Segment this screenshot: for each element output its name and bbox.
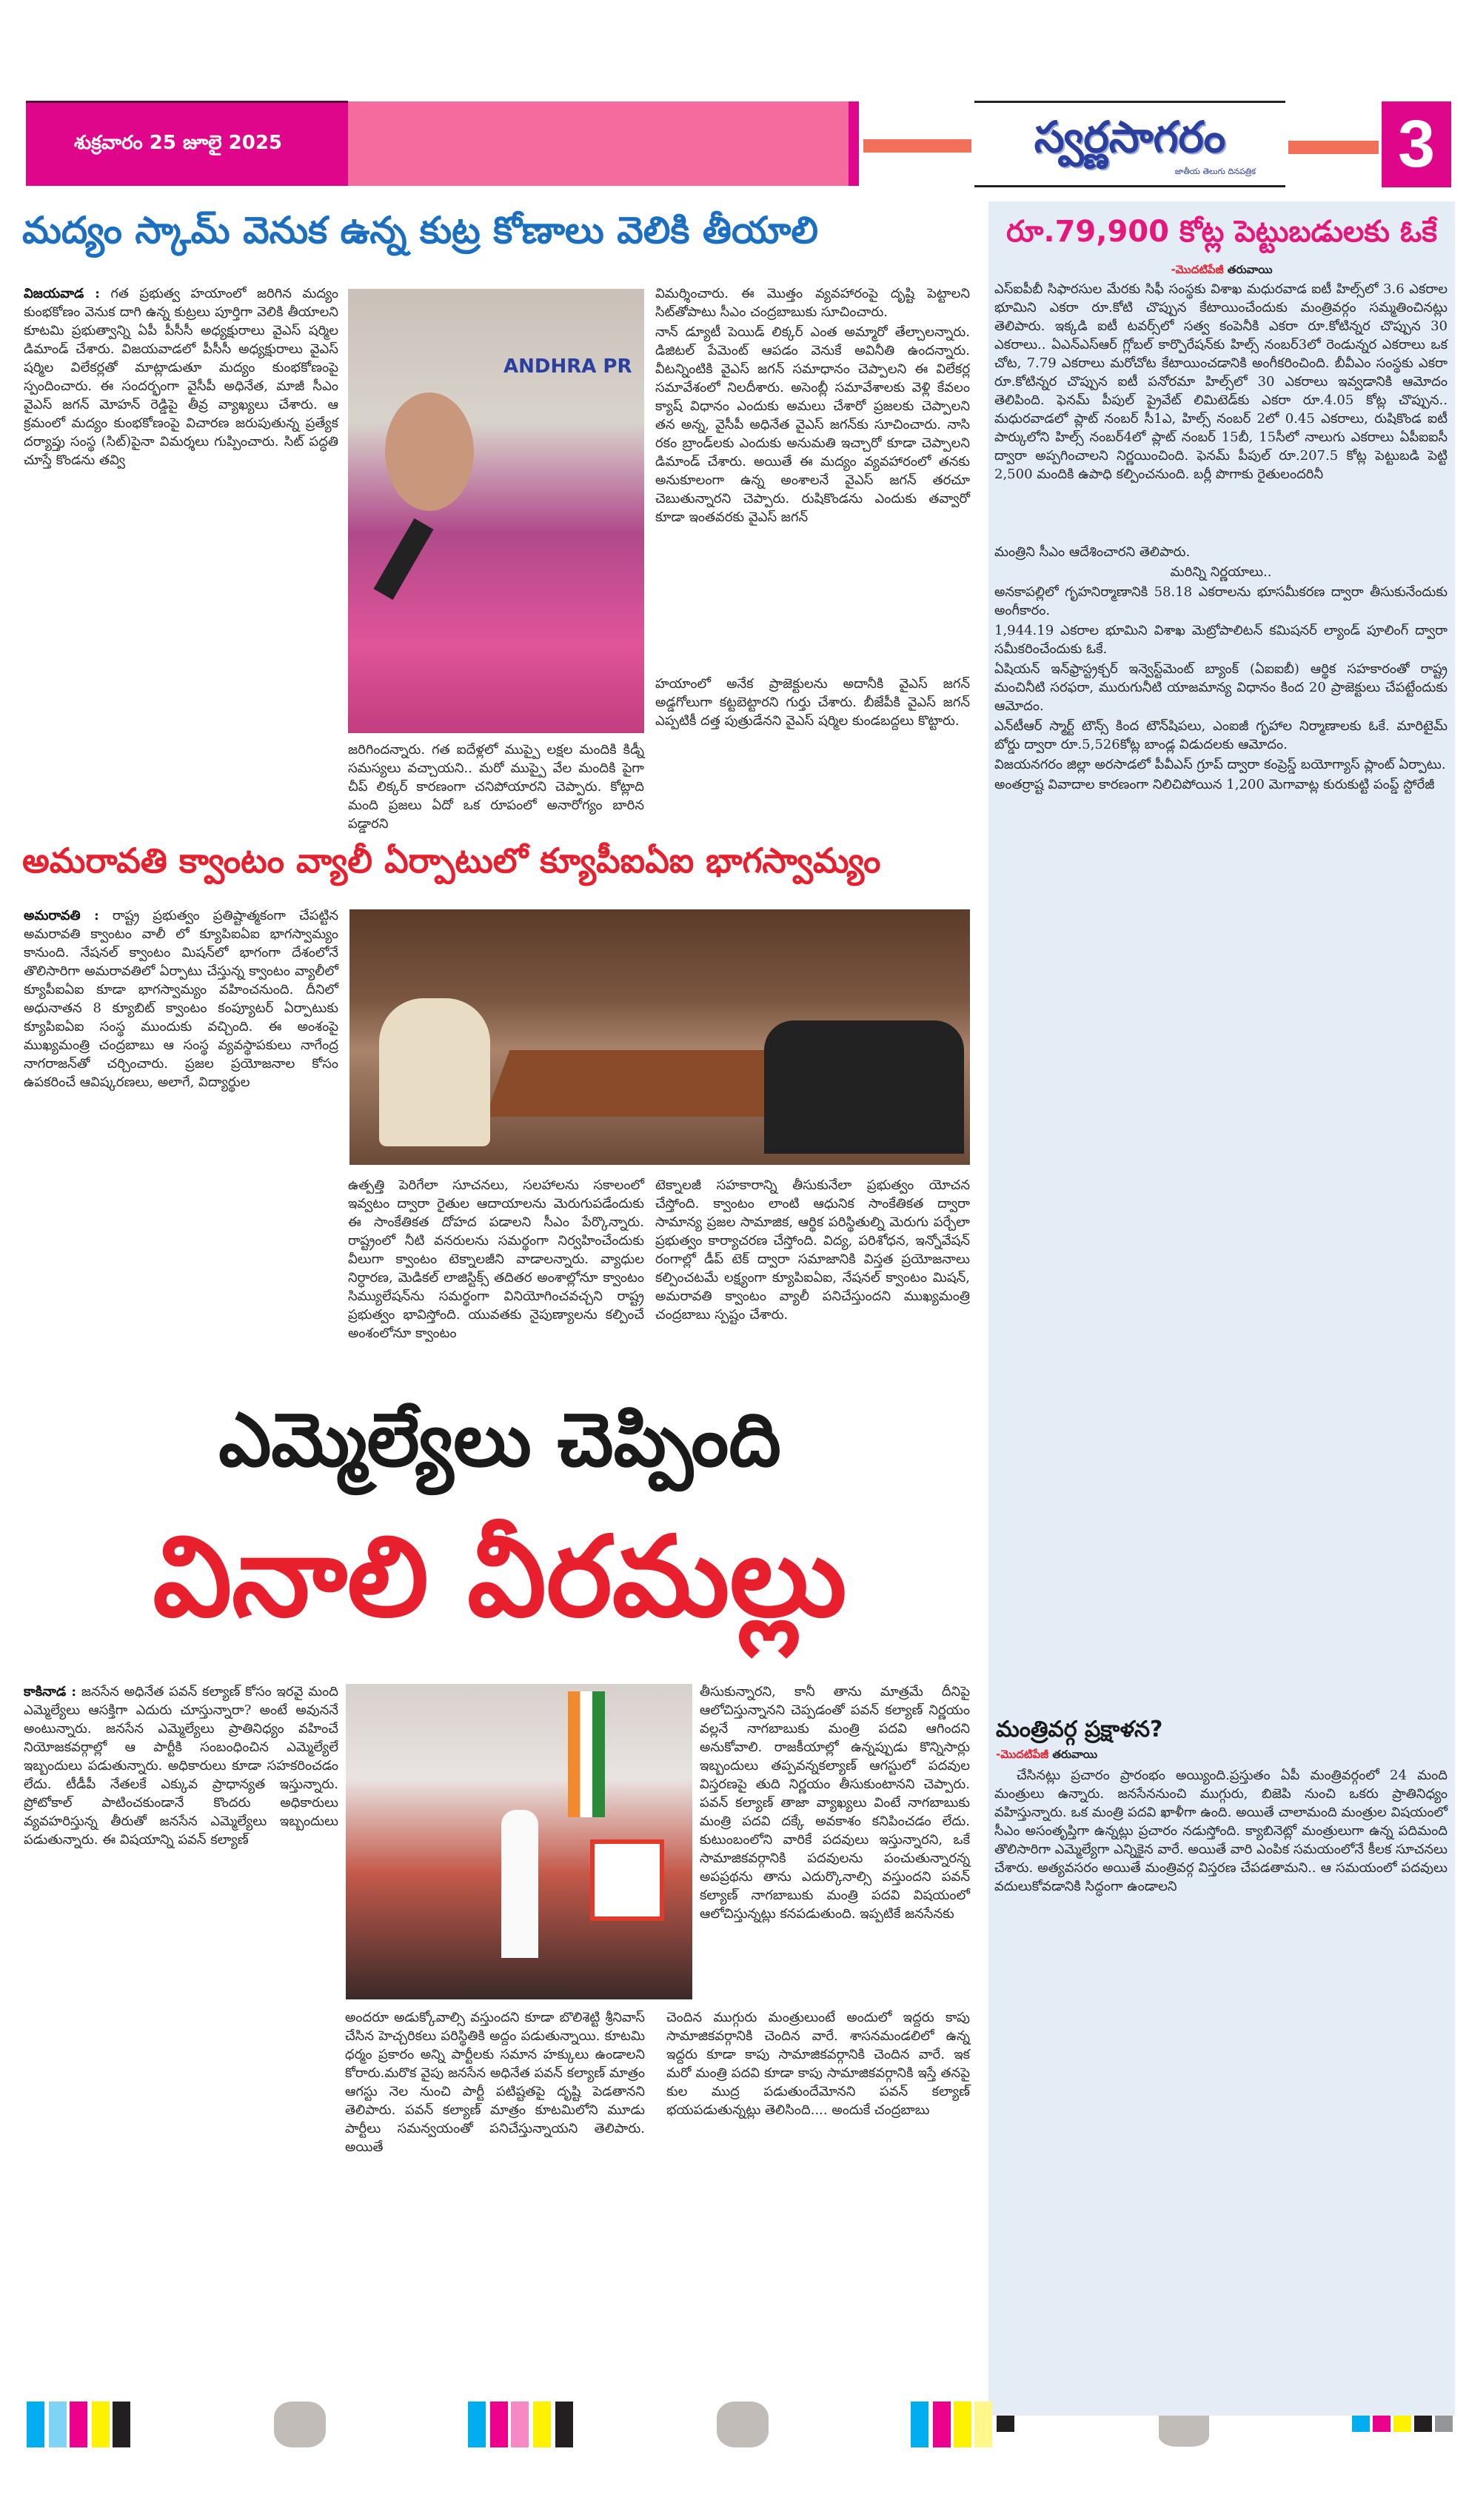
decision-item: ఎన్‌టీఆర్ స్మార్ట్ టౌన్స్ కింద టౌన్‌షిపలు, ఎంఐజీ గృహాల నిర్మాణాలకు ఓకే. మారిటైమ్ బోర్డు ద్వారా రూ.5,526కోట్ల బాండ్ల విడుదలకు ఆమోదం. <box>994 718 1448 752</box>
byline-red: -మొదటిపేజీ <box>1171 263 1224 276</box>
article1-dateline: విజయవాడ : <box>24 286 100 301</box>
registration-mark <box>954 2402 971 2447</box>
article2-col2: ఉత్పత్తి పెరిగేలా సూచనలు, సలహాలను సకాలంలో ఇవ్వటం ద్వారా రైతుల ఆదాయాలను మెరుగుపడేందుకు ఈ సాంకేతికత దోహద పడాలని సీఎం పేర్కొన్నారు. రాష్ట్రంలో నీటి వనరులను సమర్థంగా నిర్వహించేందుకు వీలుగా క్వాంటం టెక్నాలజీని వాడాలన్నారు. వ్యాధుల నిర్ధారణ, మెడికల్ లాజిస్టిక్స్ తదితర అంశాల్లోనూ క్వాంటం సిమ్యులేషన్‌ను సమర్థంగా వినియోగించవచ్చని రాష్ట్ర ప్రభుత్వం భావిస్తోంది. యువతకు నైపుణ్యాలను కల్పించే అంశంలోనూ క్వాంటం <box>348 1177 644 1341</box>
photo-person-cm <box>379 998 490 1146</box>
registration-mark <box>555 2402 573 2447</box>
article1-photo-sharmila <box>348 289 644 733</box>
registration-mark <box>468 2402 486 2447</box>
registration-mark <box>1414 2416 1432 2432</box>
byline-rest: తరువాయి <box>1227 263 1273 276</box>
registration-mark <box>1352 2416 1370 2432</box>
sidebar-story1-byline <box>996 263 1448 279</box>
photo-flag-tricolor <box>568 1691 605 1817</box>
registration-mark <box>511 2402 529 2447</box>
registration-mark <box>49 2402 67 2447</box>
photo-banner-text: ANDHRA PR <box>503 355 632 378</box>
registration-oval <box>274 2402 326 2447</box>
registration-mark <box>70 2402 87 2447</box>
article1-col3-p3: హయాంలో అనేక ప్రాజెక్టులను అదానీకి వైఎస్ జగన్ అడ్డగోలుగా కట్టబెట్టారని గుర్తు చేశారు. బీజేపీకి వైఎస్ జగన్ ఎప్పటికీ దత్త పుత్రుడేనని వైఎస్ షర్మిల కుండబద్దలు కొట్టారు. <box>655 676 970 729</box>
article1-col3-p1: విమర్శించారు. ఈ మొత్తం వ్యవహారంపై దృష్టి పెట్టాలని సిట్‌తోపాటు సీఎం చంద్రబాబుకు సూచించారు. <box>655 286 970 320</box>
article3-dateline: కాకినాడ : <box>24 1684 77 1700</box>
registration-mark <box>997 2416 1014 2432</box>
sidebar-story1-headline: రూ.79,900 కోట్ల పెట్టుబడులకు ఓకే <box>1005 215 1438 249</box>
article3-photo-rally <box>346 1684 692 1999</box>
article1-headline: మద్యం స్కామ్ వెనుక ఉన్న కుట్ర కోణాలు వెలికి తీయాలి <box>22 209 818 252</box>
registration-mark <box>933 2402 951 2447</box>
article2-col1 <box>24 906 338 1343</box>
photo-microphone <box>374 518 434 600</box>
logo-tagline: జాతీయ తెలుగు దినపత్రిక <box>1174 167 1256 176</box>
article1-col1-text: గత ప్రభుత్వ హయాంలో జరిగిన మద్యం కుంభకోణం వెనుక దాగి ఉన్న కుట్రలు పూర్తిగా వెలికి తీయాలని కూటమి ప్రభుత్వాన్ని ఏపీ పీసీసీ అధ్యక్షురాలు వైఎస్ షర్మిల డిమాండ్ చేశారు. విజయవాడలో పీసీసీ అధ్యక్షురాలు వైఎస్ షర్మిల విలేకర్లతో మాట్లాడుతూ మద్యం కుంభకోణంపై స్పందించారు. ఈ సందర్భంగా వైసీపీ అధినేత, మాజీ సీఎం వైఎస్ జగన్ మోహన్ రెడ్డిపై తీవ్ర వ్యాఖ్యలు చేశారు. ఆ క్రమంలో మద్యం కుంభకోణంపై విచారణ జరుపుతున్న ప్రత్యేక దర్యాప్తు సంస్థ (సిట్)పైనా విమర్శలు గుప్పించారు. సిట్ పద్ధతి చూస్తే కొండను తవ్వి <box>24 286 338 468</box>
article3-col1-text: జనసేన అధినేత పవన్ కల్యాణ్ కోసం ఇరవై మంది ఎమ్మెల్యేలు ఆసక్తిగా ఎదురు చూస్తున్నారా? అంటే అవుననే అంటున్నారు. జనసేన ఎమ్మెల్యేలు ప్రాతినిధ్యం వహించే నియోజకవర్గాల్లో ఆ పార్టీకి సంబంధించిన ఎమ్మెల్యేలే ఇబ్బందులు పడుతున్నారు. అధికారులు కూడా సహకరించడం లేదు. టీడీపీ నేతలకే ఎక్కువ ప్రాధాన్యత ఇస్తున్నారు. ప్రోటోకాల్ పాటించకుండానే కొందరు అధికారులు వ్యవహరిస్తున్న తీరుతో జనసేన ఎమ్మెల్యేలు ఇబ్బందులు పడుతున్నారు. ఈ విషయాన్ని పవన్ కల్యాణ్ <box>24 1684 338 1848</box>
sidebar-story2-headline: మంత్రివర్గ ప్రక్షాళన? <box>996 1717 1163 1742</box>
photo-attendees <box>764 1020 964 1154</box>
issue-date: శుక్రవారం 25 జూలై 2025 <box>74 132 283 154</box>
article2-photo-meeting <box>349 909 970 1165</box>
registration-mark <box>533 2402 551 2447</box>
sidebar-story1-text: ఎస్ఐపీబీ సిఫారసుల మేరకు సిఫీ సంస్థకు విశాఖ మధురవాడ ఐటీ హిల్స్‌లో 3.6 ఎకరాల భూమిని ఎకరా రూ.కోటి చొప్పున కేటాయించేందుకు మంత్రివర్గం సమ్మతించినట్లు తెలిపారు. ఇక్కడి ఐటీ టవర్స్‌లో సత్వ కంపెనీకి ఎకరా రూ.కోటిన్నర చొప్పున 30 ఎకరాలు.. ఏఎన్ఎస్ఆర్ గ్లోబల్ కార్పొరేషన్‌కు హిల్స్ నంబర్3లో రెండున్నర ఎకరాలు ఒక చోట, 7.79 ఎకరాలు మరోచోట కేటాయించడానికి అంగీకరించింది. బీవీఎం సంస్థకు ఎకరా రూ.కోటిన్నర చొప్పున ఐటీ పనోరమా హిల్స్‌లో 30 ఎకరాలు ఇవ్వడానికి ఆమోదం తెలిపింది. ఫెనమ్ పీపుల్ ప్రైవేట్ లిమిటెడ్‌కు ఎకరా రూ.4.05 కోట్ల చొప్పున.. మధురవాడలో ప్లాట్ నంబర్ సీ1ఎ, హిల్స్ నంబర్ 2లో 0.45 ఎకరాలు, రుషికొండ ఐటీ పార్కులోని హిల్స్ నంబర్4లో ప్లాట్ నంబర్ 15బీ, 15సీలో నాలుగు ఎకరాలు ఏపీఐఐసీ ద్వారా అప్పగించాలని నిర్ణయించింది. ఫెనమ్ పీపుల్ రూ.207.5 కోట్ల పెట్టుబడి పెట్టి 2,500 మందికి ఉపాధి కల్పించనుంది. బర్లీ పొగాకు రైతులందరినీ <box>994 281 1448 482</box>
header-dash-left <box>863 139 971 153</box>
photo-person-face <box>385 392 474 511</box>
decision-item: 1,944.19 ఎకరాల భూమిని విశాఖ మెట్రోపాలిటన్ కమిషనర్ ల్యాండ్ పూలింగ్ ద్వారా సమీకరించేందుకు ఓకే. <box>994 623 1448 657</box>
registration-mark <box>27 2402 44 2447</box>
decision-item: విజయనగరం జిల్లా అరసాడలో పీవీఎస్ గ్రూప్ ద్వారా కంప్రెస్డ్ బయోగ్యాస్ ప్లాంట్ ఏర్పాటు. <box>994 757 1446 772</box>
article1-col3-p2: నాన్ డ్యూటీ పెయిడ్ లిక్కర్ ఎంత అమ్మారో తేల్చాలన్నారు. డిజిటల్ పేమెంట్ ఆపడం వెనుకే అవినీతి ఉందన్నారు. వీటన్నింటికి వైఎస్ జగన్ సమాధానం చెప్పాలని ఈ విలేకర్ల సమావేశంలో నిలదీశారు. అసెంబ్లీ సమావేశాలకు వెళ్లి కేవలం క్యాష్ విధానం ఎందుకు అమలు చేశారో ప్రజలకు చెప్పాలని తన అన్న, వైసీపీ అధినేత వైఎస్ జగన్‌కు సూచించారు. నాసి రకం బ్రాండ్‌లకు ఎందుకు అనుమతి ఇచ్చారో కూడా చెప్పాలని డిమాండ్ చేశారు. అయితే ఈ మద్యం వ్యవహారంలో తనకు అనుకూలంగా ఉన్న అంశాలనే వైఎస్ జగన్ తరచూ చెబుతున్నారని చెప్పారు. రుషికొండను ఎందుకు తవ్వారో కూడా ఇంతవరకు వైఎస్ జగన్ <box>655 324 970 525</box>
masthead-logo <box>974 101 1285 187</box>
article3-col2: అందరూ అడుక్కోవాల్సి వస్తుందని కూడా బొలిశెట్టి శ్రీనివాస్ చేసిన హెచ్చరికలు పరిస్థితికి అద్దం పడుతున్నాయి. కూటమి ధర్మం ప్రకారం అన్ని పార్టీలకు సమాన హక్కులు ఉండాలని కోరారు.మరొక వైపు జనసేన అధినేత పవన్ కల్యాణ్ మాత్రం ఆగస్టు నెల నుంచి పార్టీ పటిష్టతపై దృష్టి పెడతానని తెలిపారు. పవన్ కల్యాణ్ మాత్రం కూటమిలోని మూడు పార్టీలు సమన్వయంతో పనిచేస్తున్నాయని తెలిపారు. అయితే <box>345 2010 645 2155</box>
sidebar-story2-body: చేసినట్లు ప్రచారం ప్రారంభం అయ్యింది.ప్రస్తుతం ఏపీ మంత్రివర్గంలో 24 మంది మంత్రులు ఉన్నారు. జనసేననుంచి ముగ్గురు, బిజెపి నుంచి ఒకరు ప్రాతినిధ్యం వహిస్తున్నారు. ఒక మంత్రి పదవి ఖాళీగా ఉంది. అయితే చాలామంది మంత్రుల విషయంలో సీఎం అసంతృప్తిగా ఉన్నట్లు ప్రచారం నడుస్తోంది. క్యాబినెట్లో మంత్రులుగా ఉన్న పదిమంది తొలిసారిగా ఎమ్మెల్యేగా ఎన్నికైన వారే. అయితే వారి ఎంపిక సమయంలోనే కీలక సూచనలు చేశారు. అత్యవసరం అయితే మంత్రివర్గ విస్తరణ చేపడతామని.. ఆ సమయంలో పదవులు వదులుకోవడానికి సిద్ధంగా ఉండాలని <box>994 1768 1448 1894</box>
header-pink-band <box>348 101 851 186</box>
article3-kicker: ఎమ్మెల్యేలు చెప్పింది <box>218 1397 781 1483</box>
registration-mark <box>92 2402 110 2447</box>
photo-party-flag <box>590 1839 664 1921</box>
page-number-box <box>1382 101 1451 187</box>
header-dash-right <box>1288 141 1379 154</box>
registration-mark <box>1373 2416 1391 2432</box>
article2-col3: టెక్నాలజీ సహకారాన్ని తీసుకునేలా ప్రభుత్వం యోచన చేస్తోంది. క్వాంటం లాంటి ఆధునిక సాంకేతికత ద్వారా సామాన్య ప్రజల సామాజిక, ఆర్థిక పరిస్థితుల్ని మెరుగు పర్చేలా ప్రభుత్వం కార్యాచరణ చేస్తోంది. విద్య, పరిశోధన, ఇన్నోవేషన్ రంగాల్లో డీప్ టెక్ ద్వారా సమాజానికి విస్తత ప్రయోజనాలు కల్పించటమే లక్ష్యంగా క్యూపిఐఏఐ, నేషనల్ క్వాంటం మిషన్, అమరావతి క్వాంటం వ్యాలీ పనిచేస్తుందని ముఖ్యమంత్రి చంద్రబాబు స్పష్టం చేశారు. <box>655 1177 970 1323</box>
registration-oval <box>1159 2416 1209 2447</box>
photo-leader <box>501 1810 538 1958</box>
registration-mark <box>490 2402 508 2447</box>
article3-headline: వినాలి వీరమల్లు <box>153 1513 847 1642</box>
registration-mark <box>1393 2416 1411 2432</box>
sidebar-subhead: మరిన్ని నిర్ణయాలు.. <box>1170 564 1272 580</box>
article2-headline: అమరావతి క్వాంటం వ్యాలీ ఏర్పాటులో క్యూపీఐఏఐ భాగస్వామ్యం <box>22 840 881 880</box>
article3-col1 <box>24 1682 338 2416</box>
registration-oval <box>717 2402 769 2447</box>
decision-item: ఏషియన్ ఇన్‌ఫ్రాస్ట్రక్చర్ ఇన్వెస్ట్‌మెంట్ బ్యాంక్ (ఏఐఐబీ) ఆర్థిక సహకారంతో రాష్ట్ర మంచినీటి సరఫరా, మురుగునీటి యాజమాన్య విధానం కింద 20 ప్రాజెక్టులు చేపట్టేందుకు ఆమోదం. <box>994 661 1448 714</box>
sidebar-story1-body <box>994 280 1448 1724</box>
registration-mark <box>1435 2416 1453 2432</box>
decision-item: అనకాపల్లిలో గృహనిర్మాణానికి 58.18 ఎకరాలను భూసమీకరణ ద్వారా తీసుకునేందుకు అంగీకారం. <box>994 584 1448 618</box>
sidebar-story1-end: మంత్రిని సీఎం ఆదేశించారని తెలిపారు. <box>994 544 1191 560</box>
article2-dateline: అమరావతి : <box>24 908 99 923</box>
registration-mark <box>974 2402 992 2447</box>
article1-col1 <box>24 284 338 818</box>
page-number: 3 <box>1397 107 1436 181</box>
article1-col2: జరిగిందన్నారు. గత ఐదేళ్లలో ముప్పై లక్షల మందికి కిడ్నీ సమస్యలు వచ్చాయని.. మరో ముప్పై వేల మందికి పైగా చీప్ లిక్కర్ కారణంగా చనిపోయారని చెప్పారు. కోట్లాది మంది ప్రజలు ఏదో ఒక రూపంలో అనారోగ్యం బారిన పడ్డారని <box>348 742 644 832</box>
article1-col3 <box>655 284 970 818</box>
decision-item: అంతర్రాష్ట వివాదాల కారణంగా నిలిచిపోయిన 1,200 మెగావాట్ల కురుకుట్టి పంప్డ్ స్టోరేజీ <box>994 777 1435 792</box>
sidebar-story2-byline <box>996 1748 1097 1764</box>
article3-col3: చెందిన ముగ్గురు మంత్రులుంటే అందులో ఇద్దరు కాపు సామాజికవర్గానికి చెందిన వారే. శాసనమండలిలో ఉన్న ఇద్దరు కూడా కాపు సామాజికవర్గానికి చెందిన వారే. ఇక మరో మంత్రి పదవి కూడా కాపు సామాజికవర్గానికి ఇస్తే తనపై కుల ముద్ర పడుతుందేమోనని పవన్ కల్యాణ్ భయపడుతున్నట్లు తెలిసింది.... అందుకే చంద్రబాబు <box>666 2010 970 2118</box>
header-magenta-strip <box>849 101 859 186</box>
logo-text: స్వర్ణసాగరం <box>1034 112 1226 162</box>
article3-col3-top: తీసుకున్నారని, కానీ తాను మాత్రమే దీనిపై ఆలోచిస్తున్నానని చెప్పడంతో పవన్ కల్యాణ్ నిర్ణయం వల్లనే నాగబాబుకు మంత్రి పదవి ఆగిందని అనుకోవాలి. రాజకీయాల్లో ఉన్నప్పుడు కొన్నిసార్లు ఇబ్బందులు తప్పవన్నకల్యాణ్ ఆగస్టులో పదవుల విస్తరణపై తుది నిర్ణయం తీసుకుంటానని చెప్పారు. పవన్ కల్యాణ్ తాజా వ్యాఖ్యలు వింటే నాగబాబుకు మంత్రి పదవి దక్కే అవకాశం కనిపించడం లేదు. కుటుంబంలోని వారికే పదవులు ఇస్తున్నారని, ఒకే సామాజికవర్గానికి పదవులను పంచుతున్నారన్న అపప్రథను తాను ఎదుర్కొనాల్సి వస్తుందని పవన్ కల్యాణ్ నాగబాబుకు మంత్రి పదవి విషయంలో ఆలోచిస్తున్నట్లు కనపడుతుంది. ఇప్పటికే జనసేనకు <box>700 1684 970 1922</box>
byline-rest: తరువాయి <box>1052 1748 1098 1761</box>
article2-col1-text: రాష్ట్ర ప్రభుత్వం ప్రతిష్టాత్మకంగా చేపట్టిన అమరావతి క్వాంటం వాలీ లో క్యూపిఐఏఐ భాగస్వామ్యం కానుంది. నేషనల్ క్వాంటం మిషన్‌లో భాగంగా దేశంలోనే తొలిసారిగా అమరావతిలో ఏర్పాటు చేస్తున్న క్వాంటం వ్యాలీలో క్యూపీఐఏఐ కూడా భాగస్వామ్యం వహించనుంది. దీనిలో అధునాతన 8 క్యూబిట్ క్వాంటం కంప్యూటర్ ఏర్పాటుకు క్యూపిఐఏఐ సంస్థ ముందుకు వచ్చింది. ఈ అంశంపై ముఖ్యమంత్రి చంద్రబాబు ఆ సంస్థ వ్యవస్థాపకులు నాగేంద్ర నాగరాజన్‌తో చర్చించారు. ప్రజల ప్రయోజనాల కోసం ఉపకరించే ఆవిష్కరణలు, అలాగే, విద్యార్థుల <box>24 908 338 1090</box>
byline-red: -మొదటిపేజీ <box>996 1748 1049 1761</box>
registration-mark <box>911 2402 928 2447</box>
registration-mark <box>113 2402 130 2447</box>
